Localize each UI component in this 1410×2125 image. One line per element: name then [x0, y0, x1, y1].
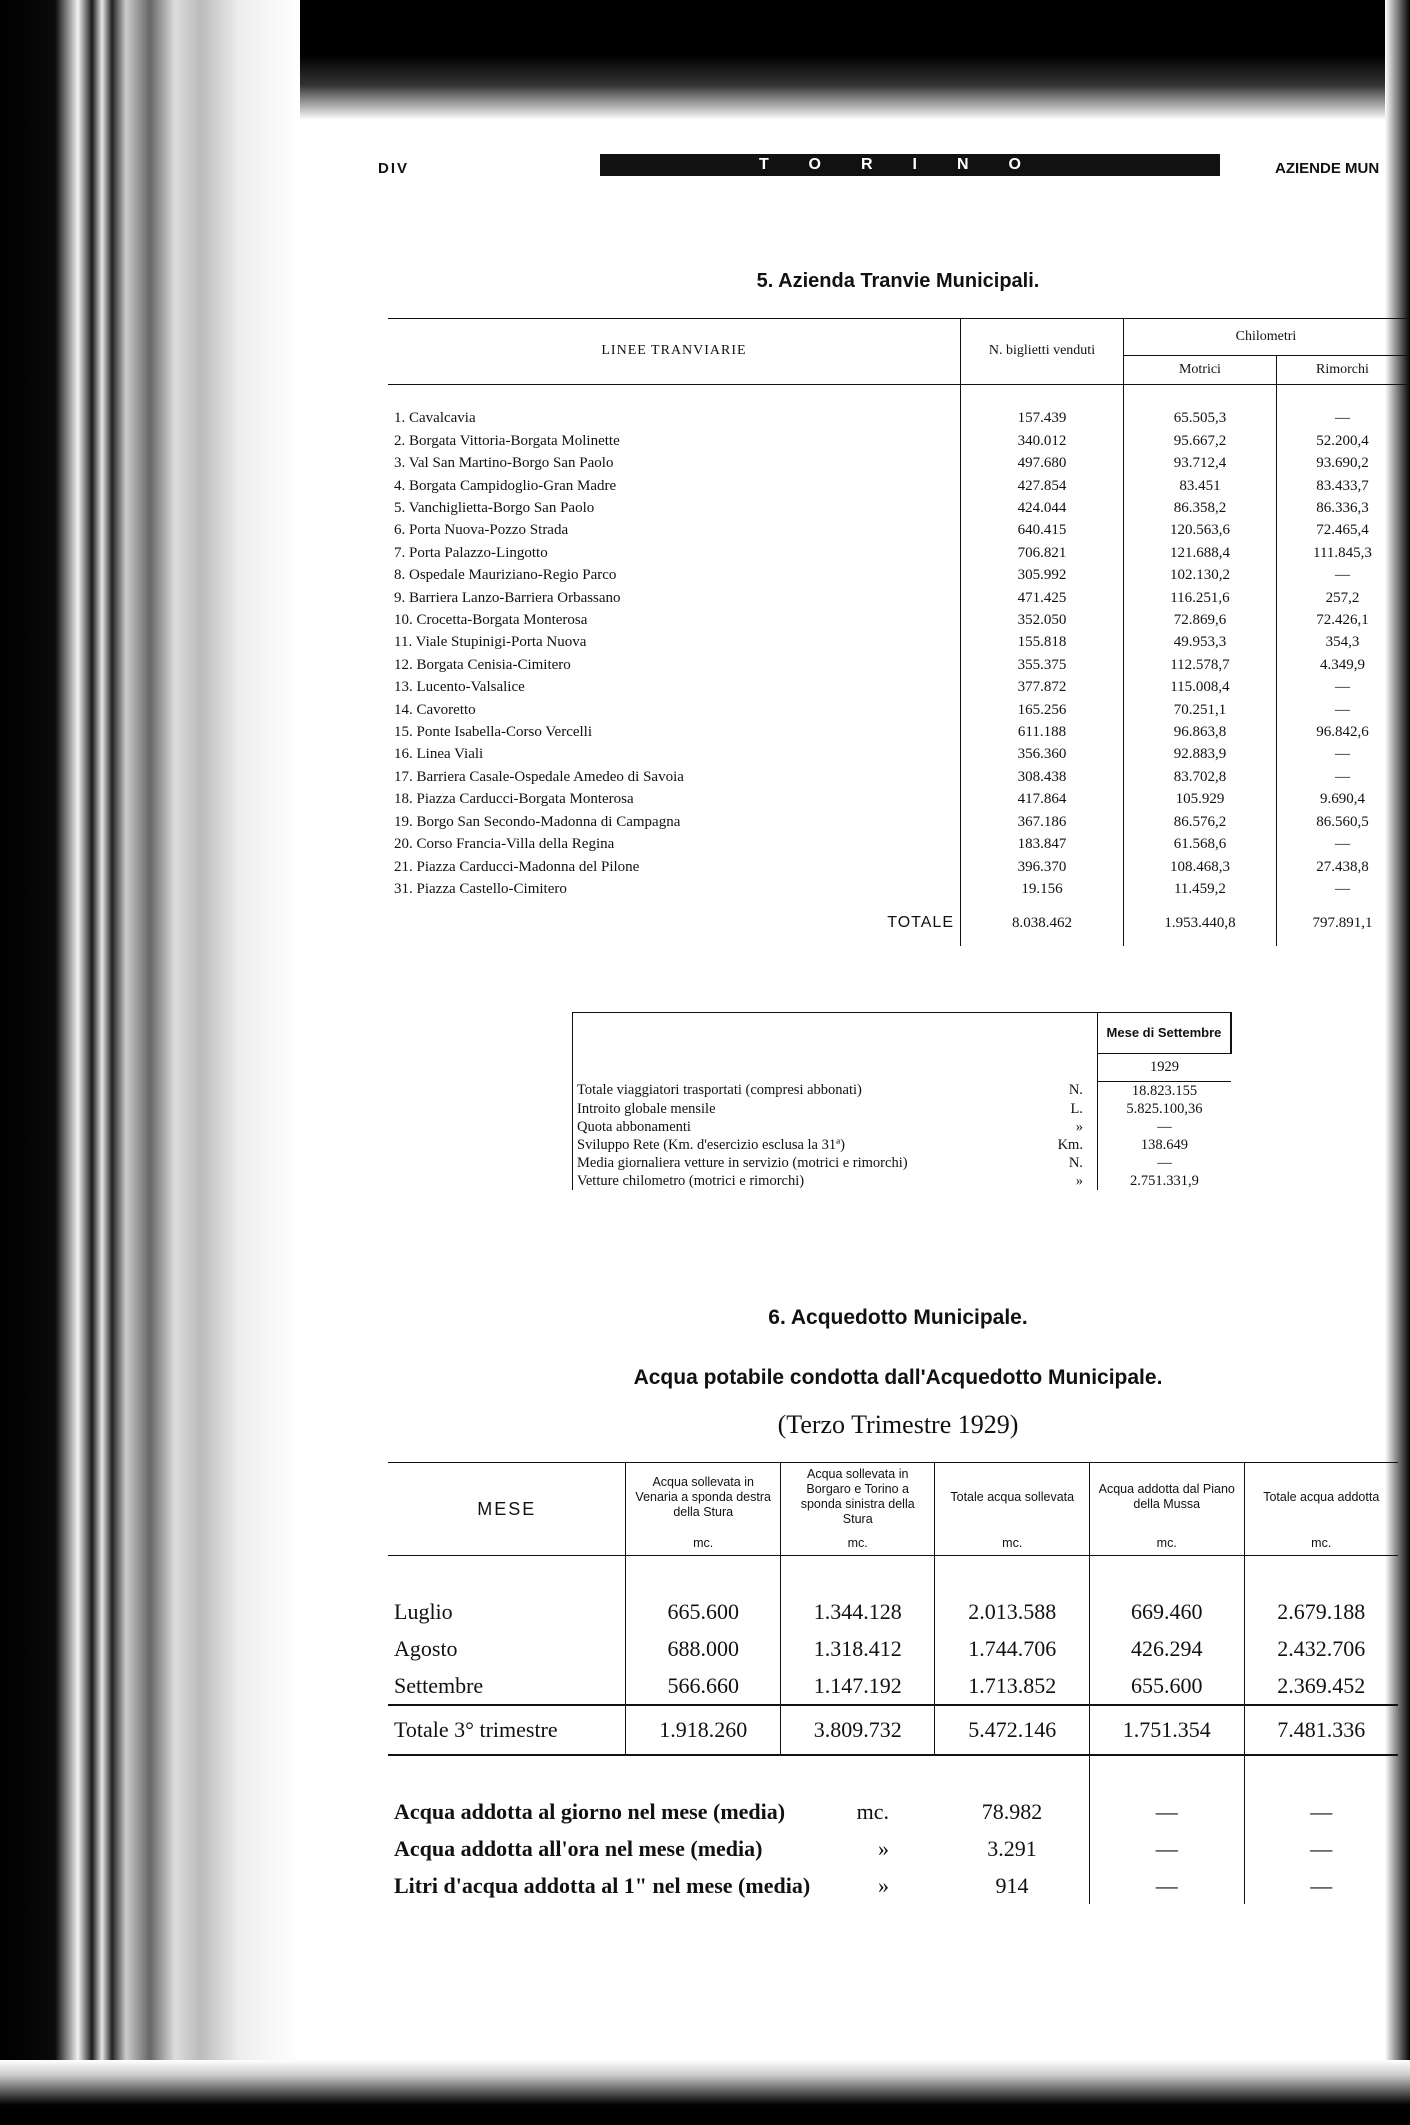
- stats-unit: »: [1075, 1118, 1083, 1135]
- motrici: 83.702,8: [1124, 766, 1277, 788]
- rimorchi: —: [1276, 564, 1408, 586]
- water-value: 566.660: [626, 1667, 781, 1705]
- col-linee: LINEE TRANVIARIE: [601, 343, 747, 359]
- line-name: 18. Piazza Carducci-Borgata Monterosa: [394, 791, 634, 808]
- water-value: 1.318.412: [780, 1630, 935, 1667]
- rimorchi: 27.438,8: [1276, 856, 1408, 878]
- motrici: 102.130,2: [1124, 564, 1277, 586]
- biglietti: 427.854: [961, 475, 1124, 497]
- water-row: [388, 1630, 1398, 1667]
- total-label: TOTALE: [887, 914, 954, 932]
- col-mese-settembre: Mese di Settembre: [1097, 1013, 1231, 1054]
- col-mussa: Acqua addotta dal Piano della Mussa: [1089, 1463, 1244, 1532]
- line-name: 15. Ponte Isabella-Corso Vercelli: [394, 724, 593, 741]
- motrici: 86.358,2: [1124, 497, 1277, 519]
- biglietti: 308.438: [961, 766, 1124, 788]
- table-row: [388, 766, 1408, 788]
- summary-value: —: [1089, 1793, 1244, 1830]
- line-name: 3. Val San Martino-Borgo San Paolo: [394, 455, 614, 472]
- table-row: [388, 811, 1408, 833]
- summary-value: 78.982: [981, 1798, 1043, 1824]
- col-year: 1929: [1097, 1053, 1231, 1081]
- total-motrici: 1.953.440,8: [1124, 900, 1277, 946]
- line-name: 31. Piazza Castello-Cimitero: [394, 880, 567, 897]
- motrici: 112.578,7: [1124, 654, 1277, 676]
- biglietti: 155.818: [961, 631, 1124, 653]
- rimorchi: 86.560,5: [1276, 811, 1408, 833]
- motrici: 121.688,4: [1124, 542, 1277, 564]
- section6-subtitle: Acqua potabile condotta dall'Acquedotto Municipale.: [633, 1366, 1163, 1389]
- biglietti: 367.186: [961, 811, 1124, 833]
- running-header-center: TORINO: [600, 154, 1220, 176]
- col-rimorchi: Rimorchi: [1276, 356, 1408, 385]
- line-name: 6. Porta Nuova-Pozzo Strada: [394, 522, 569, 539]
- total-value: 1.751.354: [1089, 1705, 1244, 1755]
- biglietti: 611.188: [961, 721, 1124, 743]
- stats-value: 138.649: [1097, 1136, 1231, 1154]
- stats-label: Sviluppo Rete (Km. d'esercizio esclusa la 31ª): [577, 1136, 845, 1153]
- summary-value: —: [1244, 1867, 1398, 1904]
- summary-unit: »: [877, 1872, 889, 1898]
- unit-5: mc.: [1244, 1531, 1398, 1556]
- summary-value: 914: [995, 1872, 1029, 1898]
- stats-value: 5.825.100,36: [1097, 1100, 1231, 1118]
- water-value: 669.460: [1089, 1593, 1244, 1630]
- line-name: 20. Corso Francia-Villa della Regina: [394, 836, 615, 853]
- motrici: 49.953,3: [1124, 631, 1277, 653]
- tram-table: [388, 318, 1408, 946]
- summary-row: [388, 1793, 1398, 1830]
- line-name: 4. Borgata Campidoglio-Gran Madre: [394, 477, 617, 494]
- line-name: 2. Borgata Vittoria-Borgata Molinette: [394, 432, 620, 449]
- col-biglietti: N. biglietti venduti: [961, 319, 1124, 385]
- rimorchi: 72.426,1: [1276, 609, 1408, 631]
- col-km: Chilometri: [1124, 319, 1409, 356]
- table-row: [388, 587, 1408, 609]
- biglietti: 640.415: [961, 519, 1124, 541]
- water-total-row: [388, 1705, 1398, 1755]
- col-motrici: Motrici: [1124, 356, 1277, 385]
- table-row: [388, 743, 1408, 765]
- stats-unit: »: [1075, 1172, 1083, 1189]
- line-name: 9. Barriera Lanzo-Barriera Orbassano: [394, 589, 621, 606]
- water-value: 426.294: [1089, 1630, 1244, 1667]
- water-value: 2.369.452: [1244, 1667, 1398, 1705]
- water-table: [388, 1462, 1398, 1904]
- water-value: 1.744.706: [935, 1630, 1090, 1667]
- stats-value: 18.823.155: [1097, 1081, 1231, 1100]
- summary-value: 3.291: [987, 1835, 1037, 1861]
- stats-label: Introito globale mensile: [577, 1100, 716, 1117]
- table-row: [388, 497, 1408, 519]
- rimorchi: 96.842,6: [1276, 721, 1408, 743]
- water-value: 2.013.588: [935, 1593, 1090, 1630]
- summary-value: —: [1089, 1830, 1244, 1867]
- section6-period: (Terzo Trimestre 1929): [777, 1410, 1019, 1439]
- line-name: 7. Porta Palazzo-Lingotto: [394, 544, 548, 561]
- stats-table: [572, 1012, 1232, 1190]
- unit-3: mc.: [935, 1531, 1090, 1556]
- total-label: Totale 3° trimestre: [394, 1717, 558, 1742]
- table-row: [388, 788, 1408, 810]
- stats-unit: Km.: [1057, 1136, 1083, 1153]
- table-row: [388, 856, 1408, 878]
- table-row: [388, 475, 1408, 497]
- stats-row: [573, 1154, 1232, 1172]
- table-row: [388, 542, 1408, 564]
- unit-4: mc.: [1089, 1531, 1244, 1556]
- motrici: 70.251,1: [1124, 699, 1277, 721]
- summary-value: —: [1244, 1830, 1398, 1867]
- summary-unit: mc.: [856, 1798, 889, 1824]
- stats-label: Totale viaggiatori trasportati (compresi abbonati): [577, 1082, 862, 1099]
- line-name: 21. Piazza Carducci-Madonna del Pilone: [394, 858, 640, 875]
- stats-row: [573, 1136, 1232, 1154]
- motrici: 86.576,2: [1124, 811, 1277, 833]
- motrici: 65.505,3: [1124, 407, 1277, 429]
- col-totale-addotta: Totale acqua addotta: [1244, 1463, 1398, 1532]
- biglietti: 471.425: [961, 587, 1124, 609]
- col-borgaro: Acqua sollevata in Borgaro e Torino a sponda sinistra della Stura: [780, 1463, 935, 1532]
- line-name: 17. Barriera Casale-Ospedale Amedeo di Savoia: [394, 768, 684, 785]
- summary-label: Litri d'acqua addotta al 1" nel mese (media): [394, 1872, 811, 1898]
- summary-row: [388, 1867, 1398, 1904]
- water-value: 2.679.188: [1244, 1593, 1398, 1630]
- stats-label: Media giornaliera vetture in servizio (motrici e rimorchi): [577, 1154, 908, 1171]
- month-name: Settembre: [394, 1672, 484, 1698]
- table-row: [388, 721, 1408, 743]
- rimorchi: 52.200,4: [1276, 430, 1408, 452]
- water-value: 1.147.192: [780, 1667, 935, 1705]
- motrici: 105.929: [1124, 788, 1277, 810]
- section5-title: 5. Azienda Tranvie Municipali.: [756, 270, 1040, 292]
- biglietti: 706.821: [961, 542, 1124, 564]
- biglietti: 340.012: [961, 430, 1124, 452]
- total-rimorchi: 797.891,1: [1276, 900, 1408, 946]
- rimorchi: —: [1276, 676, 1408, 698]
- biglietti: 165.256: [961, 699, 1124, 721]
- motrici: 11.459,2: [1124, 878, 1277, 900]
- rimorchi: —: [1276, 743, 1408, 765]
- table-row: [388, 452, 1408, 474]
- unit-2: mc.: [780, 1531, 935, 1556]
- biglietti: 497.680: [961, 452, 1124, 474]
- rimorchi: —: [1276, 766, 1408, 788]
- col-venaria: Acqua sollevata in Venaria a sponda destra della Stura: [626, 1463, 781, 1532]
- line-name: 11. Viale Stupinigi-Porta Nuova: [394, 634, 587, 651]
- biglietti: 305.992: [961, 564, 1124, 586]
- motrici: 116.251,6: [1124, 587, 1277, 609]
- water-value: 1.344.128: [780, 1593, 935, 1630]
- rimorchi: 72.465,4: [1276, 519, 1408, 541]
- biglietti: 424.044: [961, 497, 1124, 519]
- motrici: 96.863,8: [1124, 721, 1277, 743]
- rimorchi: 257,2: [1276, 587, 1408, 609]
- motrici: 120.563,6: [1124, 519, 1277, 541]
- motrici: 115.008,4: [1124, 676, 1277, 698]
- stats-row: [573, 1172, 1232, 1190]
- stats-value: —: [1097, 1154, 1231, 1172]
- motrici: 93.712,4: [1124, 452, 1277, 474]
- water-row: [388, 1593, 1398, 1630]
- motrici: 72.869,6: [1124, 609, 1277, 631]
- month-name: Agosto: [394, 1635, 458, 1661]
- col-mese: MESE: [477, 1498, 537, 1519]
- stats-row: [573, 1118, 1232, 1136]
- table-row: [388, 878, 1408, 900]
- stats-value: —: [1097, 1118, 1231, 1136]
- rimorchi: 86.336,3: [1276, 497, 1408, 519]
- stats-unit: N.: [1068, 1082, 1083, 1099]
- water-value: 655.600: [1089, 1667, 1244, 1705]
- line-name: 5. Vanchiglietta-Borgo San Paolo: [394, 500, 595, 517]
- line-name: 19. Borgo San Secondo-Madonna di Campagna: [394, 813, 681, 830]
- biglietti: 183.847: [961, 833, 1124, 855]
- col-totale-sollevata: Totale acqua sollevata: [935, 1463, 1090, 1532]
- biglietti: 396.370: [961, 856, 1124, 878]
- motrici: 61.568,6: [1124, 833, 1277, 855]
- water-value: 1.713.852: [935, 1667, 1090, 1705]
- stats-label: Quota abbonamenti: [577, 1118, 691, 1135]
- biglietti: 352.050: [961, 609, 1124, 631]
- stats-row: [573, 1081, 1232, 1100]
- table-row: [388, 631, 1408, 653]
- line-name: 16. Linea Viali: [394, 746, 484, 763]
- table-row: [388, 519, 1408, 541]
- biglietti: 417.864: [961, 788, 1124, 810]
- stats-value: 2.751.331,9: [1097, 1172, 1231, 1190]
- section6-title: 6. Acquedotto Municipale.: [768, 1306, 1028, 1329]
- summary-unit: »: [877, 1835, 889, 1861]
- biglietti: 377.872: [961, 676, 1124, 698]
- rimorchi: 111.845,3: [1276, 542, 1408, 564]
- table-row: [388, 430, 1408, 452]
- rimorchi: —: [1276, 878, 1408, 900]
- rimorchi: 4.349,9: [1276, 654, 1408, 676]
- total-value: 5.472.146: [935, 1705, 1090, 1755]
- unit-1: mc.: [626, 1531, 781, 1556]
- summary-value: —: [1089, 1867, 1244, 1904]
- water-row: [388, 1667, 1398, 1705]
- table-row: [388, 609, 1408, 631]
- water-value: 2.432.706: [1244, 1630, 1398, 1667]
- summary-label: Acqua addotta al giorno nel mese (media): [394, 1798, 786, 1824]
- rimorchi: 93.690,2: [1276, 452, 1408, 474]
- summary-label: Acqua addotta all'ora nel mese (media): [394, 1835, 763, 1861]
- line-name: 10. Crocetta-Borgata Monterosa: [394, 612, 588, 629]
- stats-unit: N.: [1068, 1154, 1083, 1171]
- motrici: 83.451: [1124, 475, 1277, 497]
- biglietti: 355.375: [961, 654, 1124, 676]
- table-row: [388, 833, 1408, 855]
- total-value: 7.481.336: [1244, 1705, 1398, 1755]
- table-row: [388, 654, 1408, 676]
- rimorchi: 9.690,4: [1276, 788, 1408, 810]
- summary-row: [388, 1830, 1398, 1867]
- line-name: 8. Ospedale Mauriziano-Regio Parco: [394, 567, 617, 584]
- stats-unit: L.: [1070, 1100, 1083, 1117]
- biglietti: 356.360: [961, 743, 1124, 765]
- motrici: 95.667,2: [1124, 430, 1277, 452]
- stats-row: [573, 1100, 1232, 1118]
- rimorchi: —: [1276, 833, 1408, 855]
- line-name: 14. Cavoretto: [394, 701, 476, 718]
- line-name: 13. Lucento-Valsalice: [394, 679, 525, 696]
- water-value: 688.000: [626, 1630, 781, 1667]
- table-row: [388, 699, 1408, 721]
- motrici: 92.883,9: [1124, 743, 1277, 765]
- rimorchi: 354,3: [1276, 631, 1408, 653]
- biglietti: 157.439: [961, 407, 1124, 429]
- month-name: Luglio: [394, 1598, 453, 1624]
- rimorchi: —: [1276, 407, 1408, 429]
- total-biglietti: 8.038.462: [961, 900, 1124, 946]
- motrici: 108.468,3: [1124, 856, 1277, 878]
- table-row: [388, 564, 1408, 586]
- water-value: 665.600: [626, 1593, 781, 1630]
- summary-value: —: [1244, 1793, 1398, 1830]
- stats-label: Vetture chilometro (motrici e rimorchi): [577, 1172, 805, 1189]
- running-header-right: AZIENDE MUN: [1275, 160, 1380, 177]
- total-value: 3.809.732: [780, 1705, 935, 1755]
- line-name: 1. Cavalcavia: [394, 410, 476, 427]
- rimorchi: —: [1276, 699, 1408, 721]
- line-name: 12. Borgata Cenisia-Cimitero: [394, 656, 571, 673]
- biglietti: 19.156: [961, 878, 1124, 900]
- table-row: [388, 676, 1408, 698]
- total-value: 1.918.260: [626, 1705, 781, 1755]
- table-row: [388, 407, 1408, 429]
- running-header-left: DIV: [378, 160, 410, 177]
- rimorchi: 83.433,7: [1276, 475, 1408, 497]
